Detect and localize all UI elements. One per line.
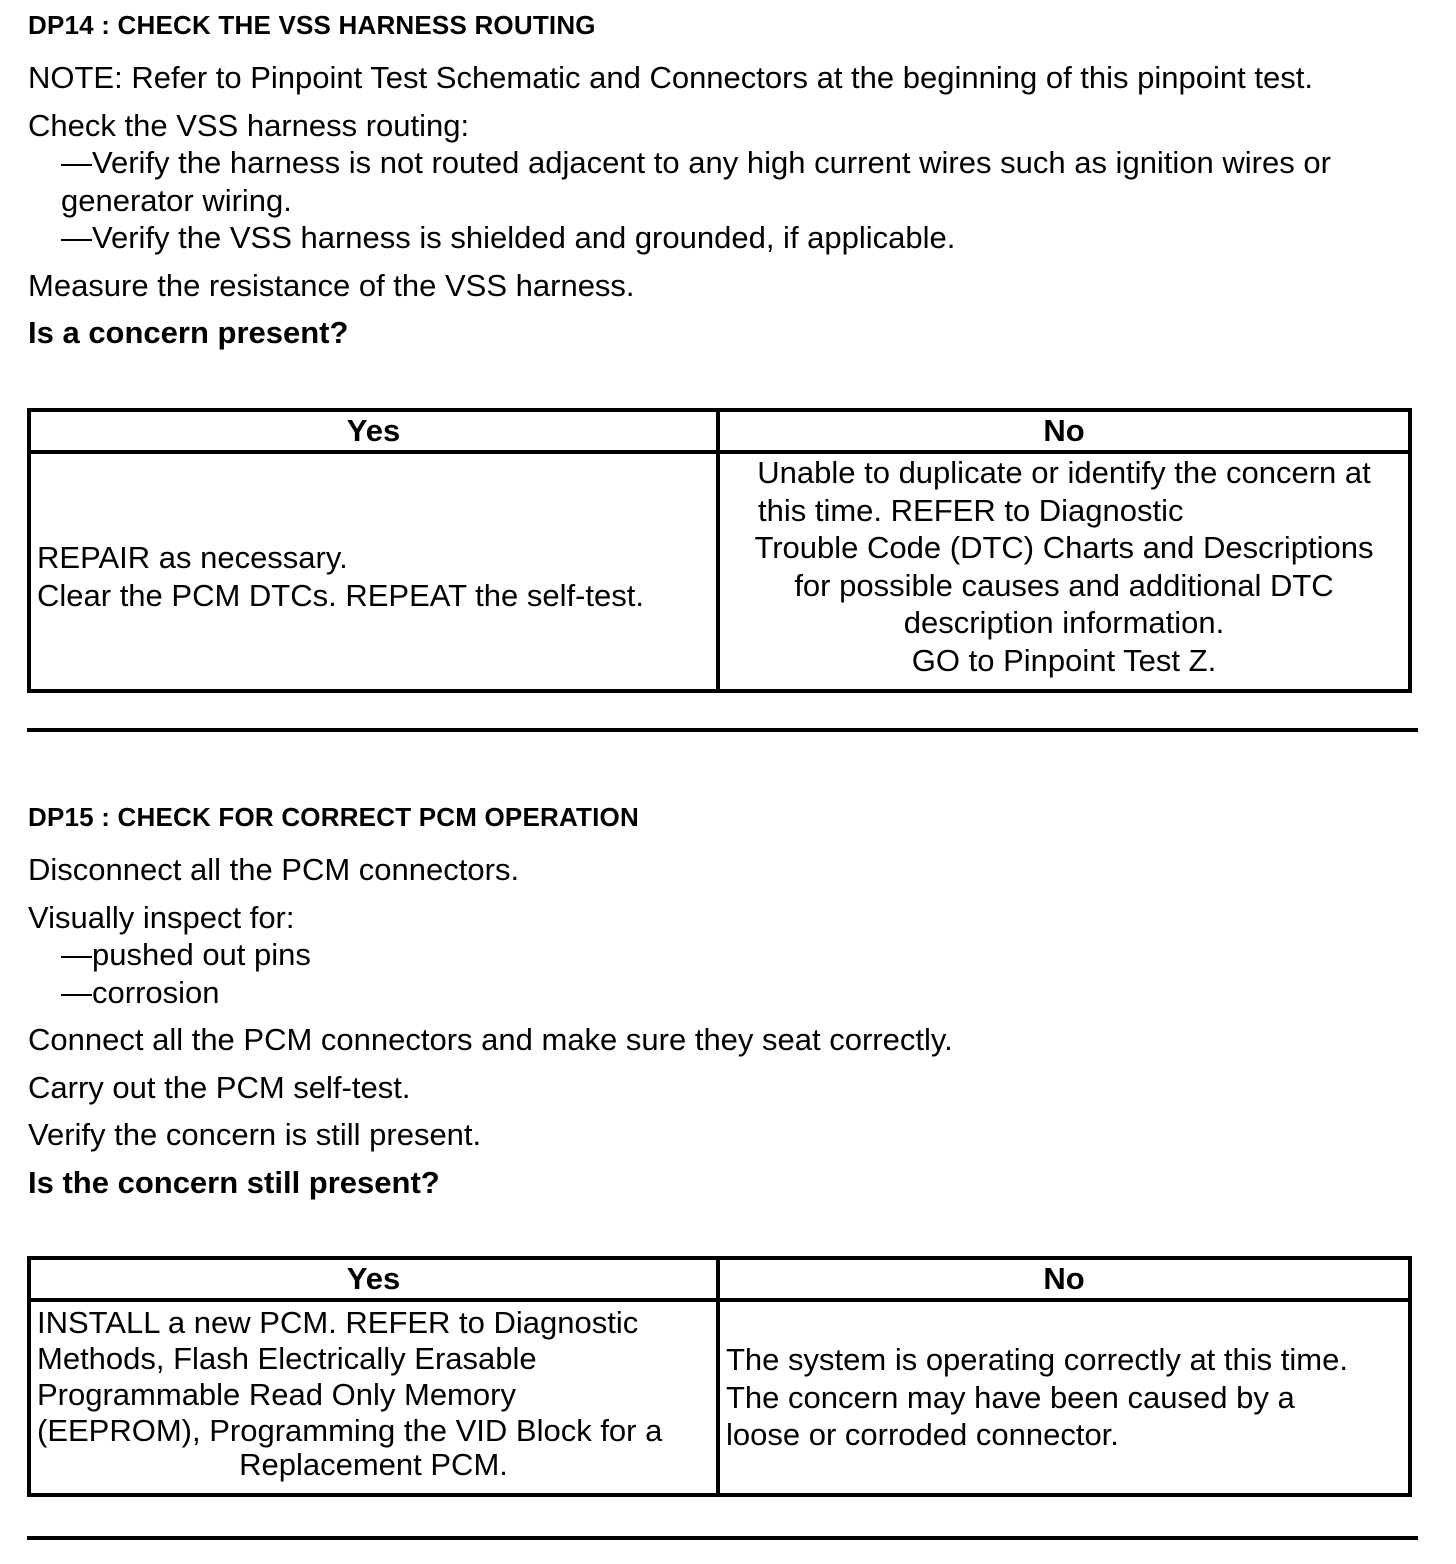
dp14-yes-cell bbox=[29, 452, 718, 691]
dp15-disconnect: Disconnect all the PCM connectors. bbox=[28, 852, 520, 887]
dp14-no-line: GO to Pinpoint Test Z. bbox=[911, 642, 1217, 678]
dp15-yes-line: INSTALL a new PCM. REFER to Diagnostic bbox=[37, 1305, 639, 1340]
dp14-no-line: this time. REFER to Diagnostic bbox=[758, 492, 1184, 528]
dp14-no-line: Unable to duplicate or identify the concern at bbox=[757, 455, 1371, 490]
dp15-connect: Connect all the PCM connectors and make sure they seat correctly. bbox=[28, 1022, 953, 1057]
dp15-inspect-intro: Visually inspect for: bbox=[28, 899, 295, 935]
dp15-divider bbox=[27, 1536, 1418, 1540]
dp15-bullet-corrosion: —corrosion bbox=[61, 974, 220, 1010]
dp14-measure: Measure the resistance of the VSS harness. bbox=[28, 267, 635, 303]
dp15-question: Is the concern still present? bbox=[28, 1164, 440, 1200]
dp15-section bbox=[28, 802, 1418, 1201]
dp14-note: NOTE: Refer to Pinpoint Test Schematic and Connectors at the beginning of this pinpoint test. bbox=[28, 60, 1313, 95]
dp14-yes-line: Clear the PCM DTCs. REPEAT the self-test. bbox=[37, 577, 644, 613]
dp15-no-line: The concern may have been caused by a bbox=[726, 1379, 1295, 1415]
dp14-no-header: No bbox=[718, 410, 1410, 452]
dp14-divider bbox=[27, 728, 1418, 732]
dp14-section bbox=[28, 10, 1418, 352]
dp14-no-line: for possible causes and additional DTC bbox=[794, 567, 1334, 603]
dp15-carry-out: Carry out the PCM self-test. bbox=[28, 1069, 411, 1105]
dp15-yes-header: Yes bbox=[29, 1258, 718, 1300]
dp14-decision-table bbox=[27, 408, 1412, 693]
dp15-title: DP15 : CHECK FOR CORRECT PCM OPERATION bbox=[28, 802, 639, 832]
dp14-no-line: description information. bbox=[903, 605, 1225, 640]
dp15-no-header: No bbox=[718, 1258, 1410, 1300]
dp14-no-line: Trouble Code (DTC) Charts and Descriptions bbox=[754, 530, 1374, 565]
dp15-decision-table bbox=[27, 1256, 1412, 1497]
dp15-yes-line: Methods, Flash Electrically Erasable bbox=[37, 1341, 537, 1376]
dp15-yes-cell bbox=[29, 1300, 718, 1495]
dp15-no-line: loose or corroded connector. bbox=[726, 1417, 1119, 1453]
dp15-no-line: The system is operating correctly at this time. bbox=[726, 1342, 1348, 1378]
dp14-bullet-shielded: —Verify the VSS harness is shielded and grounded, if applicable. bbox=[61, 220, 956, 255]
dp15-bullet-pins: —pushed out pins bbox=[61, 937, 311, 972]
dp15-verify: Verify the concern is still present. bbox=[28, 1117, 482, 1152]
dp14-check-intro: Check the VSS harness routing: bbox=[28, 107, 470, 143]
dp14-question: Is a concern present? bbox=[28, 315, 349, 350]
dp14-yes-line: REPAIR as necessary. bbox=[37, 540, 348, 575]
dp14-bullet-harness-routing: —Verify the harness is not routed adjacent to any high current wires such as ignition wires or generator wiring. bbox=[61, 145, 1331, 218]
dp14-no-cell bbox=[718, 452, 1410, 691]
dp15-yes-line: Replacement PCM. bbox=[239, 1447, 508, 1482]
dp15-no-cell bbox=[718, 1300, 1410, 1495]
dp15-yes-line: Programmable Read Only Memory bbox=[37, 1377, 516, 1412]
dp14-yes-header: Yes bbox=[29, 410, 718, 452]
dp15-yes-line: (EEPROM), Programming the VID Block for a bbox=[37, 1413, 663, 1448]
dp14-title: DP14 : CHECK THE VSS HARNESS ROUTING bbox=[28, 10, 596, 40]
